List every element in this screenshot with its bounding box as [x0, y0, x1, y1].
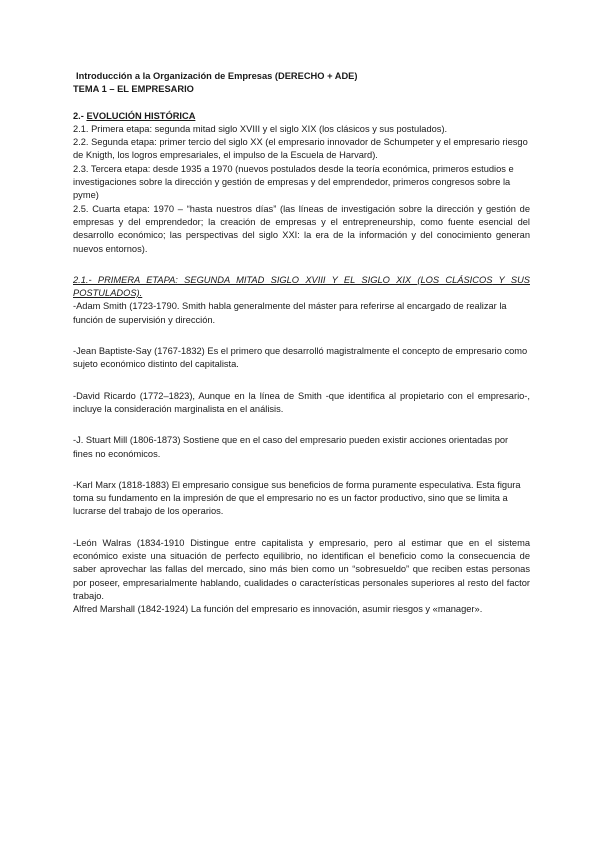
topic-title: TEMA 1 – EL EMPRESARIO [73, 84, 194, 95]
subsection-heading [73, 274, 530, 301]
overview-item-3: 2.3. Tercera etapa: desde 1935 a 1970 (nuevos postulados desde la teoría económica, primeros estudios e investigaciones sobre la dirección y gestión de empresas y del emprendedor, primeros congresos sobre la pyme) [73, 163, 514, 201]
subsection-title-a: 2.1.- PRIMERA ETAPA: SEGUNDA MITAD SIGLO XVIII Y EL SIGLO XIX (LOS CLÁSICOS [73, 274, 493, 285]
overview-item-4: 2.5. Cuarta etapa: 1970 – “hasta nuestros días” (las líneas de investigación sobre la dirección y gestión de empresas y del emprendedor; la creación de empresas y el entrepreneurship, como fuente esencial del desarrollo económico; las perspectivas del siglo XXI: la era de la información y del conocimiento generan nuevos entornos). [73, 203, 530, 254]
author-stuart-mill: -J. Stuart Mill (1806-1873) Sostiene que en el caso del empresario pueden existir acciones orientadas por fines no económicos. [73, 435, 509, 459]
author-karl-marx: -Karl Marx (1818-1883) El empresario consigue sus beneficios de forma puramente especulativa. Esta figura toma su fundamento en la impresión de que el empresario no es un factor productivo, sino que se limita a lucrarse del trabajo de los operarios. [73, 479, 521, 517]
course-title: Introducción a la Organización de Empresas (DERECHO + ADE) [76, 71, 358, 81]
subsection-title-b: Y SUS POSTULADOS). [73, 274, 530, 299]
author-leon-walras: -León Walras (1834-1910 Distingue entre capitalista y empresario, pero al estimar que en el sistema económico existe una situación de perfecto equilibrio, no identifican el beneficio como la consecuencia de saber aprovechar las fallas del mercado, sino más bien como un “sobresueldo” que reciben estas personas por poseer, empresarialmente hablando, cualidades o características personales superiores al resto del factor trabajo. [73, 537, 530, 601]
author-jean-baptiste-say: -Jean Baptiste-Say (1767-1832) Es el primero que desarrolló magistralmente el concepto de empresario como sujeto económico distinto del capitalista. [73, 346, 528, 370]
overview-item-2: 2.2. Segunda etapa: primer tercio del siglo XX (el empresario innovador de Schumpeter y el empresario riesgo de Knigth, los logros empresariales, el impulso de la Escuela de Harvard). [73, 137, 528, 161]
section-number: 2.- [73, 110, 87, 121]
overview-item-1: 2.1. Primera etapa: segunda mitad siglo XVIII y el siglo XIX (los clásicos y sus postulados). [73, 123, 448, 134]
section-heading [73, 110, 530, 123]
author-adam-smith: -Adam Smith (1723-1790. Smith habla generalmente del máster para referirse al encargado de realizar la función de supervisión y dirección. [73, 301, 507, 325]
author-alfred-marshall: Alfred Marshall (1842-1924) La función del empresario es innovación, asumir riesgos y «manager». [73, 604, 483, 615]
section-title: EVOLUCIÓN HISTÓRICA [86, 110, 196, 121]
author-david-ricardo: -David Ricardo (1772–1823), Aunque en la línea de Smith -que identifica al propietario con el empresario-, incluye la consideración marginalista en el análisis. [73, 390, 530, 414]
